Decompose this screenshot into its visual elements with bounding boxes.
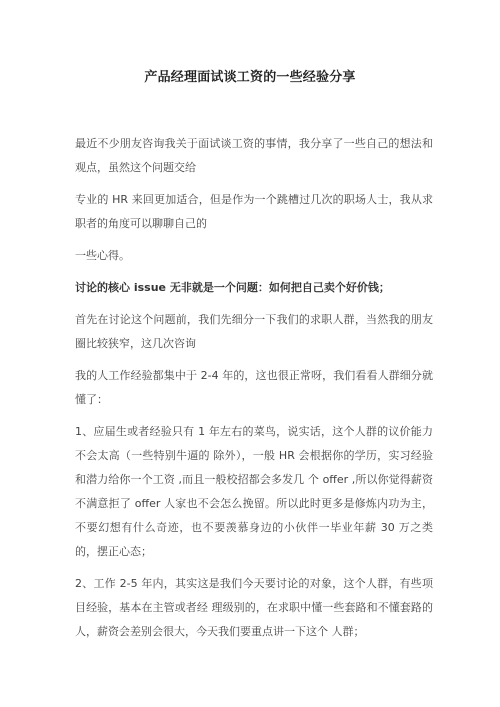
page-title: 产品经理面试谈工资的一些经验分享 (144, 70, 356, 85)
paragraph-segmentation-1: 首先在讨论这个问题前，我们先细分一下我们的求职人群，当然我的朋友圈比较狭窄，这几次咨询 (75, 313, 433, 350)
paragraph-intro-3: 一些心得。 (75, 249, 130, 262)
paragraph-intro-2: 专业的 HR 来回更加适合，但是作为一个跳槽过几次的职场人士，我从求职者的角度可以聊聊自己的 (75, 193, 433, 230)
paragraph-group-1: 1、应届生或者经验只有 1 年左右的菜鸟，说实话，这个人群的议价能力不会太高（一些特别牛逼的 除外），一般 HR 会根据你的学历，实习经验和潜力给你一个工资 ,而且一般校招都会多发几 个 offer ,所以你觉得薪资不满意拒了 offer 人家也不会怎么挽留。所以此时更多是修炼内功为主， 不要幻想有什么奇迹，也不要羡慕身边的小伙伴一毕业年薪 30 万之类的，摆正心态； (75, 425, 433, 558)
paragraph-intro-1: 最近不少朋友咨询我关于面试谈工资的事情，我分享了一些自己的想法和观点，虽然这个问题交给 (75, 137, 433, 174)
paragraph-segmentation-2: 我的人工作经验都集中于 2-4 年的，这也很正常呀，我们看看人群细分就懂了： (75, 369, 433, 406)
article-body (75, 132, 433, 652)
paragraph-group-2: 2、工作 2-5 年内，其实这是我们今天要讨论的对象，这个人群，有些项目经验，基本在主管或者经 理级别的，在求职中懂一些套路和不懂套路的人，薪资会差别会很大，今天我们要重点讲一下这个 人群； (75, 577, 433, 638)
paragraph-core-issue: 讨论的核心 issue 无非就是一个问题：如何把自己卖个好价钱； (75, 281, 390, 294)
